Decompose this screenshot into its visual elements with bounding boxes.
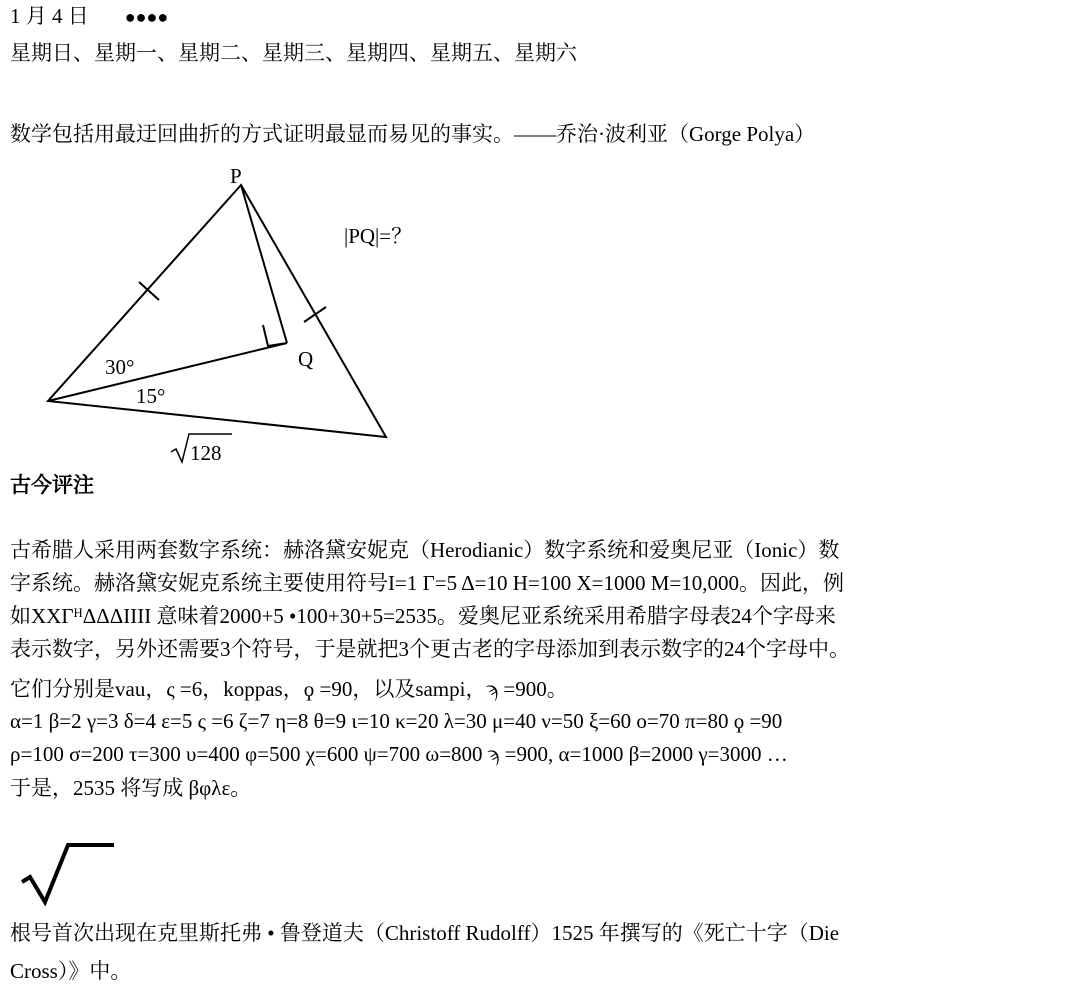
para-line: 字系统。赫洛黛安妮克系统主要使用符号I=1 Γ=5 Δ=10 H=100 X=1000 M=10,000。因此，例 — [10, 571, 845, 595]
label-q: Q — [298, 347, 314, 371]
section-title: 古今评注 — [10, 473, 94, 497]
tick-mark — [304, 307, 326, 322]
weekdays: 星期日、星期一、星期二、星期三、星期四、星期五、星期六 — [10, 41, 577, 65]
angle-30: 30° — [105, 355, 135, 379]
para-line: 古希腊人采用两套数字系统：赫洛黛安妮克（Herodianic）数字系统和爱奥尼亚（Ionic）数 — [10, 538, 840, 562]
dots: ●●●● — [124, 7, 169, 27]
question: |PQ|=？ — [344, 224, 413, 248]
greek-values-line: α=1 β=2 γ=3 δ=4 ε=5 ς =6 ζ=7 η=8 θ=9 ι=10 κ=20 λ=30 μ=40 ν=50 ξ=60 ο=70 π=80 ϙ =90 — [10, 709, 783, 733]
side-length: 128 — [190, 441, 222, 465]
para-line: 如XXΓᴴΔΔΔIIII 意味着2000+5 •100+30+5=2535。爱奥尼亚系统采用希腊字母表24个字母来 — [10, 604, 836, 628]
angle-15: 15° — [136, 384, 166, 408]
para-line: 它们分别是vau，ς =6，koppas，ϙ =90，以及sampi，ϡ =900。 — [10, 677, 568, 701]
conclusion-line: 于是，2535 将写成 βφλε。 — [10, 776, 252, 800]
root-line: 根号首次出现在克里斯托弗 • 鲁登道夫（Christoff Rudolff）1525 年撰写的《死亡十字（Die — [10, 921, 840, 945]
tick-mark — [139, 282, 159, 300]
segment-pq — [241, 185, 287, 343]
para-line: 表示数字，另外还需要3个符号，于是就把3个更古老的字母添加到表示数字的24个字母中。 — [10, 637, 850, 661]
radical-symbol — [0, 0, 130, 910]
label-p: P — [230, 164, 242, 188]
quote: 数学包括用最迂回曲折的方式证明最显而易见的事实。——乔治·波利亚（Gorge Polya） — [10, 122, 816, 146]
root-line: Cross）》中。 — [10, 959, 132, 983]
greek-values-line: ρ=100 σ=200 τ=300 υ=400 φ=500 χ=600 ψ=700 ω=800 ϡ =900, α=1000 β=2000 γ=3000 … — [10, 742, 788, 766]
date: 1 月 4 日 — [10, 4, 89, 28]
